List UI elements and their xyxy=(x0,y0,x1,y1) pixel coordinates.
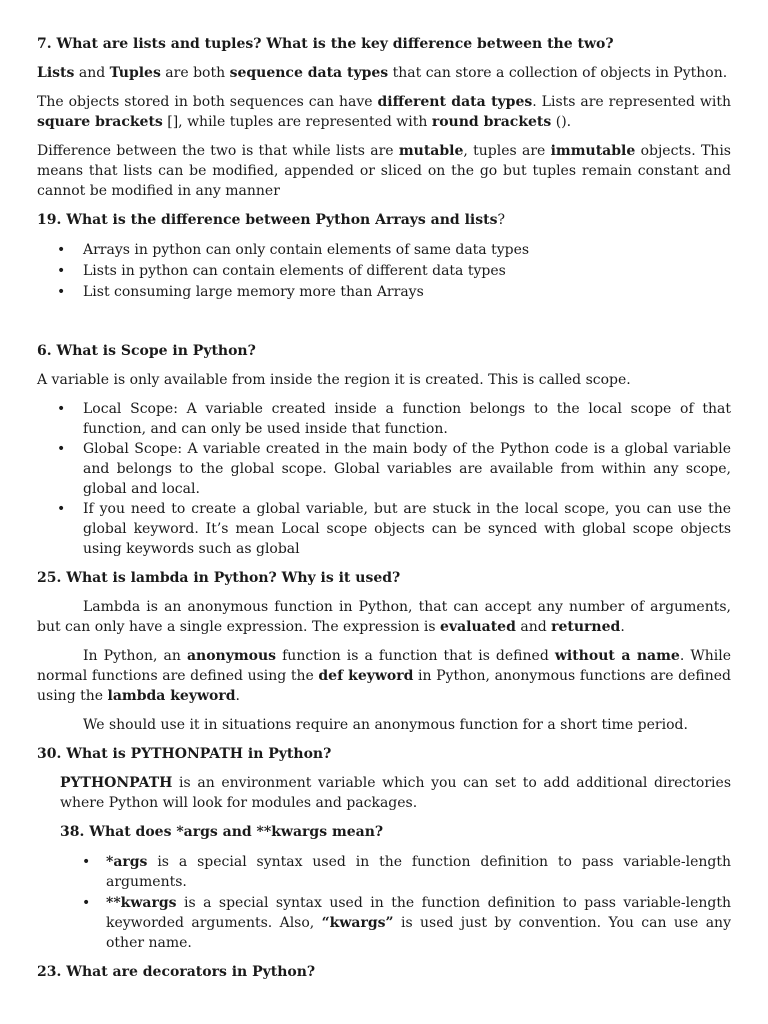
list-item: • Arrays in python can only contain elements of same data types xyxy=(37,240,731,260)
text-run: . Lists are represented with xyxy=(532,94,732,110)
bold-run: immutable xyxy=(550,143,636,159)
bold-run: Tuples xyxy=(109,65,161,81)
q25-para-3: We should use it in situations require an anonymous function for a short time period. xyxy=(83,717,688,733)
q38-bullet-list xyxy=(37,852,731,953)
bold-run: def keyword xyxy=(318,668,414,684)
bold-run: without a name xyxy=(554,648,680,664)
document-page xyxy=(37,34,731,982)
q7-heading: 7. What are lists and tuples? What is the key difference between the two? xyxy=(37,36,614,52)
list-item: • Local Scope: A variable created inside a function belongs to the local scope of that function, and can only be used inside that function. xyxy=(37,399,731,439)
q19-bullet-list xyxy=(37,240,731,302)
bold-run: evaluated xyxy=(440,619,516,635)
text-run: (). xyxy=(551,114,572,130)
text-run: is an environment variable which you can set to add additional directories where Python will look for modules and packages. xyxy=(60,775,731,811)
list-item xyxy=(37,852,731,892)
q7-para-2 xyxy=(37,92,731,132)
q25-para-1 xyxy=(37,597,731,637)
text-run: and xyxy=(515,619,552,635)
text-run: is a special syntax used in the function definition to pass variable-length keyworded arguments. Also, xyxy=(106,895,731,931)
text-run: objects. This means that lists can be modified, appended or sliced on the go but tuples remain constant and cannot be modified in any manner xyxy=(37,143,731,199)
bold-run: different data types xyxy=(377,94,533,110)
bold-run: anonymous xyxy=(186,648,277,664)
bold-run: 19. What is the difference between Python Arrays and lists xyxy=(37,212,498,228)
text-run: is used just by convention. You can use any other name. xyxy=(106,915,731,951)
bold-run: **kwargs xyxy=(106,895,177,911)
q7-para-1 xyxy=(37,63,731,83)
list-item xyxy=(37,893,731,953)
bold-run: “kwargs” xyxy=(321,915,394,931)
bold-run: round brackets xyxy=(431,114,552,130)
q7-para-3 xyxy=(37,141,731,201)
bold-run: PYTHONPATH xyxy=(60,775,173,791)
q6-bullet-list xyxy=(37,399,731,559)
text-run: are both xyxy=(160,65,230,81)
list-item: • Lists in python can contain elements of different data types xyxy=(37,261,731,281)
text-run: function is a function that is defined xyxy=(276,648,555,664)
text-run: Lambda is an anonymous function in Python, that can accept any number of arguments, but can only have a single expression. The expression is xyxy=(37,599,731,635)
text-run: and xyxy=(74,65,110,81)
text-run: that can store a collection of objects in Python. xyxy=(388,65,728,81)
text-run: The objects stored in both sequences can have xyxy=(37,94,378,110)
q38-heading: 38. What does *args and **kwargs mean? xyxy=(60,824,384,840)
q6-intro: A variable is only available from inside the region it is created. This is called scope. xyxy=(37,372,631,388)
q30-para-1 xyxy=(37,773,731,813)
bold-run: square brackets xyxy=(37,114,163,130)
list-item: • List consuming large memory more than Arrays xyxy=(37,282,731,302)
list-item: • If you need to create a global variable, but are stuck in the local scope, you can use the global keyword. It’s mean Local scope objects can be synced with global scope objects using keywords such as global xyxy=(37,499,731,559)
text-run: Difference between the two is that while lists are xyxy=(37,143,399,159)
text-run: . While normal functions are defined using the xyxy=(37,648,731,684)
bold-run: mutable xyxy=(398,143,464,159)
q6-heading: 6. What is Scope in Python? xyxy=(37,343,256,359)
bold-run: lambda keyword xyxy=(107,688,236,704)
bold-run: *args xyxy=(106,854,148,870)
text-run: In Python, an xyxy=(83,648,187,664)
text-run: . xyxy=(235,688,240,704)
text-run: in Python, anonymous functions are defined using the xyxy=(37,668,731,704)
text-run: . xyxy=(620,619,625,635)
list-item: • Global Scope: A variable created in the main body of the Python code is a global variable and belongs to the global scope. Global variables are available from within any scope, global and local. xyxy=(37,439,731,499)
q19-heading xyxy=(37,210,731,230)
bold-run: sequence data types xyxy=(229,65,389,81)
bold-run: Lists xyxy=(37,65,75,81)
text-run: ? xyxy=(497,212,505,228)
q25-para-2 xyxy=(37,646,731,706)
q25-heading: 25. What is lambda in Python? Why is it used? xyxy=(37,570,401,586)
text-run: [], while tuples are represented with xyxy=(162,114,432,130)
q30-heading: 30. What is PYTHONPATH in Python? xyxy=(37,746,332,762)
q23-heading: 23. What are decorators in Python? xyxy=(37,964,316,980)
text-run: is a special syntax used in the function definition to pass variable-length arguments. xyxy=(106,854,731,890)
text-run: , tuples are xyxy=(463,143,551,159)
bold-run: returned xyxy=(551,619,621,635)
